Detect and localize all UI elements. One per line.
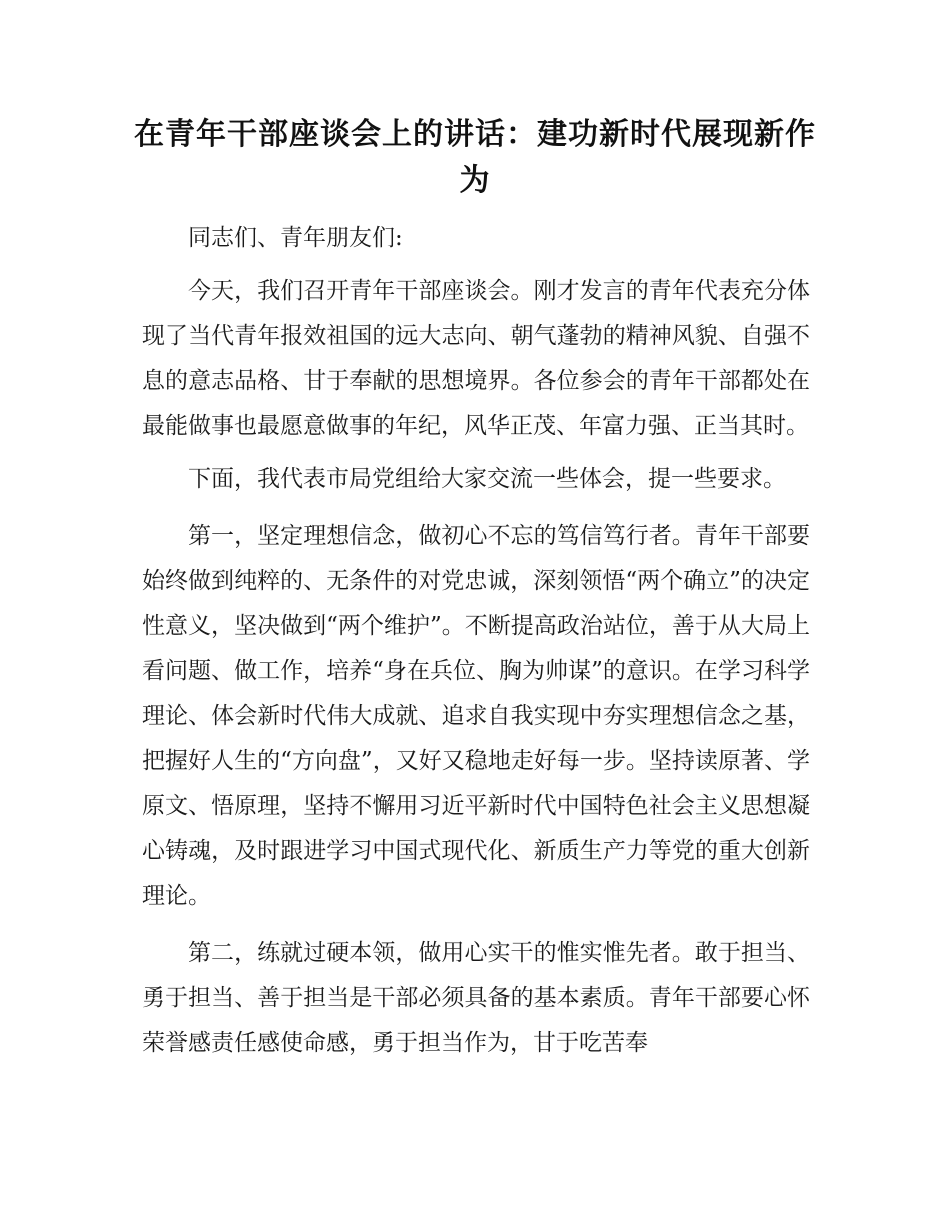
document-title: 在青年干部座谈会上的讲话：建功新时代展现新作为 bbox=[134, 117, 816, 198]
document-body bbox=[142, 216, 810, 1066]
salutation-paragraph: 同志们、青年朋友们: bbox=[188, 225, 403, 251]
body-paragraph: 下面，我代表市局党组给大家交流一些体会，提一些要求。 bbox=[188, 466, 786, 492]
body-paragraph: 今天，我们召开青年干部座谈会。刚才发言的青年代表充分体现了当代青年报效祖国的远大志向、朝气蓬勃的精神风貌、自强不息的意志品格、甘于奉献的思想境界。各位参会的青年干部都处在最能做事也最愿意做事的年纪，风华正茂、年富力强、正当其时。 bbox=[142, 278, 810, 439]
body-paragraph: 第一，坚定理想信念，做初心不忘的笃信笃行者。青年干部要始终做到纯粹的、无条件的对党忠诚，深刻领悟“两个确立”的决定性意义，坚决做到“两个维护”。不断提高政治站位，善于从大局上看问题、做工作，培养“身在兵位、胸为帅谋”的意识。在学习科学理论、体会新时代伟大成就、追求自我实现中夯实理想信念之基，把握好人生的“方向盘”，又好又稳地走好每一步。坚持读原著、学原文、悟原理，坚持不懈用习近平新时代中国特色社会主义思想凝心铸魂，及时跟进学习中国式现代化、新质生产力等党的重大创新理论。 bbox=[142, 523, 810, 909]
body-paragraph: 第二，练就过硬本领，做用心实干的惟实惟先者。敢于担当、勇于担当、善于担当是干部必须具备的基本素质。青年干部要心怀荣誉感责任感使命感，勇于担当作为，甘于吃苦奉 bbox=[142, 940, 810, 1056]
